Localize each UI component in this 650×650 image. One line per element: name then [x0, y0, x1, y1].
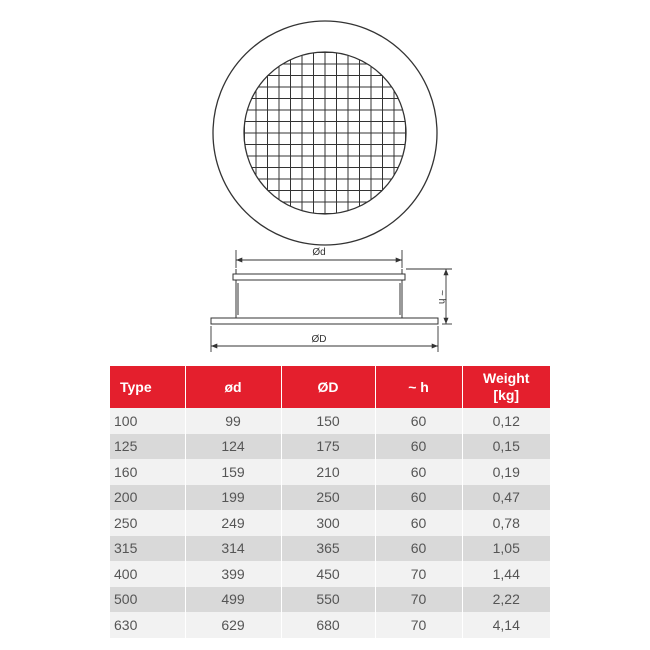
table-row — [110, 485, 550, 511]
header-height: ~ h — [375, 366, 462, 408]
cell-outer-diameter: 150 — [281, 408, 375, 434]
cell-inner-diameter: 399 — [185, 561, 281, 587]
cell-type: 500 — [110, 587, 185, 613]
dim-outer-label: ØD — [311, 334, 327, 345]
cell-outer-diameter: 210 — [281, 459, 375, 485]
table-row — [110, 459, 550, 485]
dim-inner-label: Ød — [312, 247, 326, 258]
rim-lip — [233, 274, 405, 280]
cell-type: 630 — [110, 612, 185, 638]
cell-inner-diameter: 99 — [185, 408, 281, 434]
table-row — [110, 434, 550, 460]
flange-plate — [211, 318, 438, 324]
cell-weight: 2,22 — [462, 587, 550, 613]
header-outer-diameter: ØD — [281, 366, 375, 408]
header-weight-label: Weight [kg] — [483, 370, 530, 403]
cell-height: 70 — [375, 561, 462, 587]
header-inner-diameter: ød — [185, 366, 281, 408]
cell-inner-diameter: 499 — [185, 587, 281, 613]
cell-height: 60 — [375, 485, 462, 511]
cell-weight: 0,12 — [462, 408, 550, 434]
cell-weight: 0,15 — [462, 434, 550, 460]
cell-inner-diameter: 314 — [185, 536, 281, 562]
dim-height-label: ~ h — [436, 289, 447, 305]
table-row — [110, 561, 550, 587]
spec-table — [110, 366, 550, 638]
side-view — [211, 269, 438, 324]
cell-weight: 1,05 — [462, 536, 550, 562]
cell-weight: 0,78 — [462, 510, 550, 536]
cell-height: 60 — [375, 536, 462, 562]
dimension-lines — [211, 250, 452, 352]
cell-height: 70 — [375, 587, 462, 613]
cell-inner-diameter: 159 — [185, 459, 281, 485]
cell-height: 60 — [375, 459, 462, 485]
table-header-row — [110, 366, 550, 408]
cell-outer-diameter: 550 — [281, 587, 375, 613]
cell-height: 60 — [375, 434, 462, 460]
cell-weight: 1,44 — [462, 561, 550, 587]
cell-type: 200 — [110, 485, 185, 511]
cell-outer-diameter: 680 — [281, 612, 375, 638]
cell-outer-diameter: 365 — [281, 536, 375, 562]
cell-type: 315 — [110, 536, 185, 562]
cell-inner-diameter: 629 — [185, 612, 281, 638]
table-row — [110, 408, 550, 434]
cell-height: 70 — [375, 612, 462, 638]
cell-inner-diameter: 199 — [185, 485, 281, 511]
cell-weight: 4,14 — [462, 612, 550, 638]
cell-outer-diameter: 300 — [281, 510, 375, 536]
grille-mesh — [230, 40, 420, 230]
cell-type: 250 — [110, 510, 185, 536]
cell-type: 125 — [110, 434, 185, 460]
top-view — [213, 21, 437, 245]
cell-inner-diameter: 249 — [185, 510, 281, 536]
cell-outer-diameter: 250 — [281, 485, 375, 511]
duct-body — [236, 280, 402, 318]
cell-type: 400 — [110, 561, 185, 587]
cell-inner-diameter: 124 — [185, 434, 281, 460]
table-row — [110, 536, 550, 562]
cell-height: 60 — [375, 408, 462, 434]
cell-weight: 0,47 — [462, 485, 550, 511]
cell-type: 160 — [110, 459, 185, 485]
cell-outer-diameter: 175 — [281, 434, 375, 460]
cell-type: 100 — [110, 408, 185, 434]
table-row — [110, 510, 550, 536]
table-row — [110, 612, 550, 638]
table-row — [110, 587, 550, 613]
header-weight — [462, 366, 550, 408]
cell-weight: 0,19 — [462, 459, 550, 485]
cell-height: 60 — [375, 510, 462, 536]
cell-outer-diameter: 450 — [281, 561, 375, 587]
header-type: Type — [110, 366, 185, 408]
